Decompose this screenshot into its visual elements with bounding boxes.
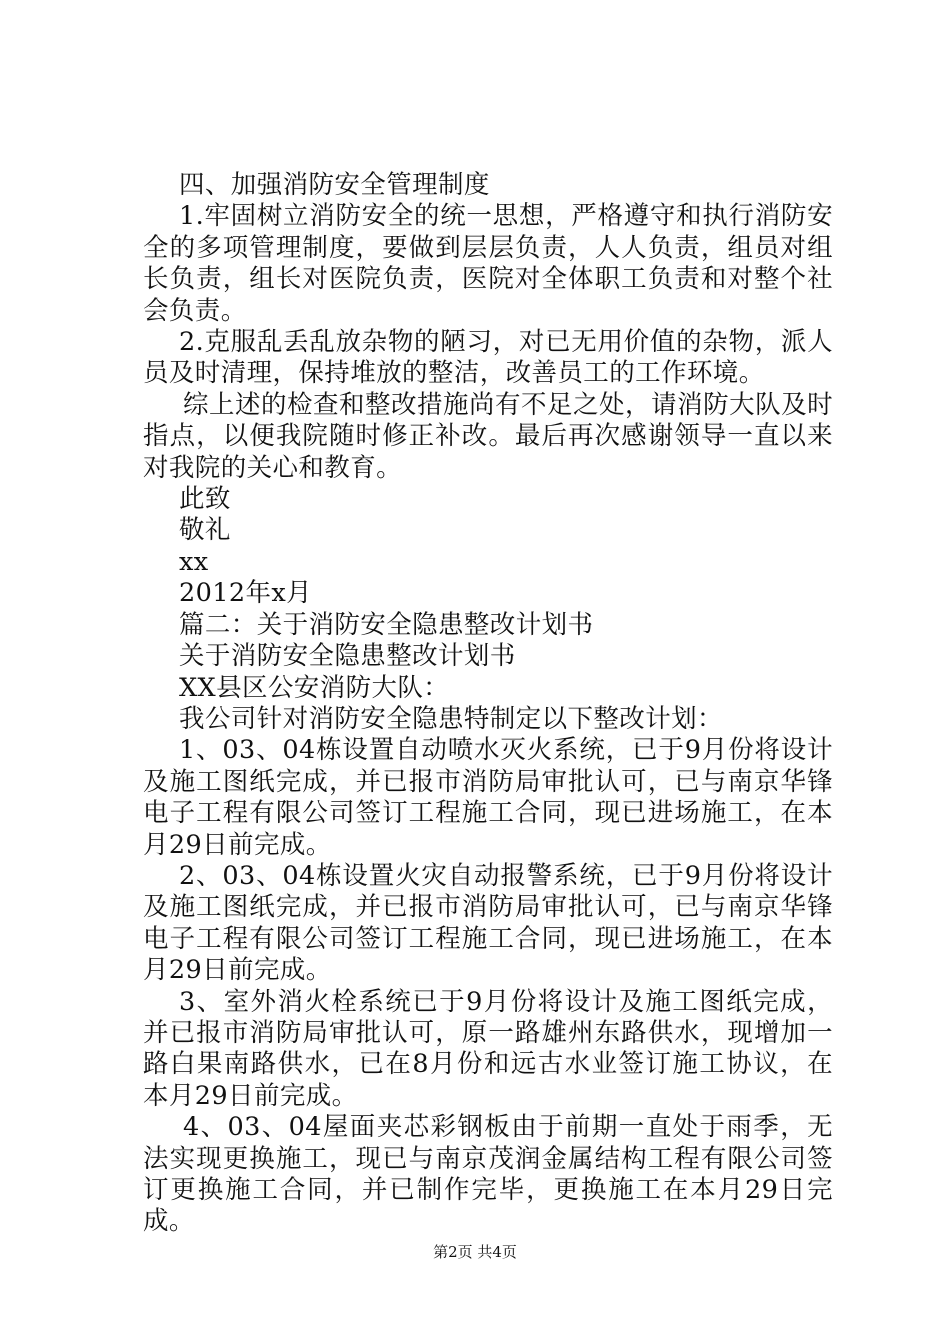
signature: xx [179, 546, 209, 577]
closing-line: 敬礼 [179, 515, 231, 546]
paragraph: 2.克服乱丢乱放杂物的陋习，对已无用价值的杂物，派人员及时清理，保持堆放的整洁，改善员工的工作环境。 [143, 327, 833, 389]
plan-item: 1、03、04栋设置自动喷水灭火系统，已于9月份将设计及施工图纸完成，并已报市消防局审批认可，已与南京华锋电子工程有限公司签订工程施工合同，现已进场施工，在本月29日前完成。 [143, 735, 833, 860]
plan-title: 关于消防安全隐患整改计划书 [179, 641, 516, 672]
date-line: 2012年x月 [179, 578, 313, 609]
intro-line: 我公司针对消防安全隐患特制定以下整改计划： [179, 703, 723, 734]
addressee: XX县区公安消防大队： [179, 672, 450, 703]
plan-item: 2、03、04栋设置火灾自动报警系统，已于9月份将设计及施工图纸完成，并已报市消防局审批认可，已与南京华锋电子工程有限公司签订工程施工合同，现已进场施工，在本月29日前完成。 [143, 860, 833, 986]
paragraph: 1.牢固树立消防安全的统一思想，严格遵守和执行消防安全的多项管理制度，要做到层层负责，人人负责，组员对组长负责，组长对医院负责，医院对全体职工负责和对整个社会负责。 [143, 201, 833, 326]
section-heading: 四、加强消防安全管理制度 [179, 170, 490, 200]
page-footer: 第2页 共4页 [433, 1243, 517, 1261]
paragraph: 综上述的检查和整改措施尚有不足之处，请消防大队及时指点，以便我院随时修正补改。最后再次感谢领导一直以来对我院的关心和教育。 [143, 389, 833, 483]
closing-line: 此致 [179, 484, 231, 515]
document-body [143, 170, 833, 1238]
plan-item: 3、室外消火栓系统已于9月份将设计及施工图纸完成，并已报市消防局审批认可，原一路雄州东路供水，现增加一路白果南路供水，已在8月份和远古水业签订施工协议，在本月29日前完成。 [143, 986, 833, 1111]
plan-item: 4、03、04屋面夹芯彩钢板由于前期一直处于雨季，无法实现更换施工，现已与南京茂润金属结构工程有限公司签订更换施工合同，并已制作完毕，更换施工在本月29日完成。 [143, 1112, 833, 1237]
part-title: 篇二：关于消防安全隐患整改计划书 [179, 609, 594, 640]
